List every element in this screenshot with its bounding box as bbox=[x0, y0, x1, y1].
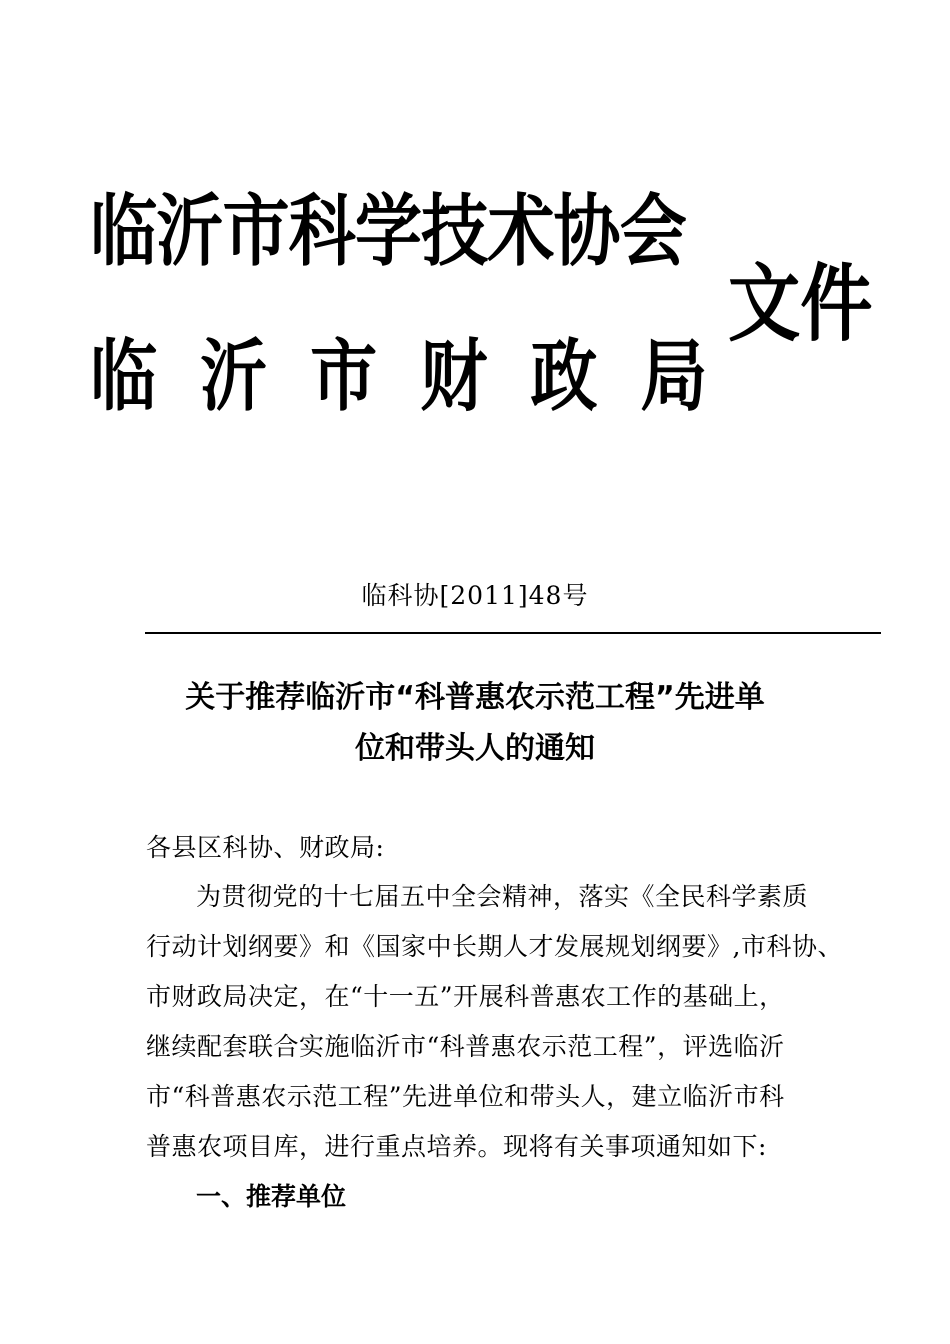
document-title-line-1: 关于推荐临沂市“科普惠农示范工程”先进单 bbox=[185, 680, 765, 715]
letterhead-org-line-2 bbox=[90, 332, 750, 422]
letterhead-char: 政 bbox=[530, 332, 598, 422]
paragraph-line: 普惠农项目库，进行重点培养。现将有关事项通知如下: bbox=[146, 1132, 767, 1161]
salutation: 各县区科协、财政局: bbox=[146, 833, 385, 862]
paragraph-line: 继续配套联合实施临沂市“科普惠农示范工程”，评选临沂 bbox=[146, 1032, 785, 1061]
document-title-line-2: 位和带头人的通知 bbox=[355, 731, 595, 766]
letterhead-char: 财 bbox=[420, 332, 488, 422]
document-number: 临科协[2011]48号 bbox=[361, 581, 589, 610]
letterhead-char: 沂 bbox=[200, 332, 268, 422]
paragraph-line: 为贯彻党的十七届五中全会精神，落实《全民科学素质 bbox=[196, 882, 809, 911]
section-heading: 一、推荐单位 bbox=[196, 1182, 347, 1211]
paragraph-line: 市财政局决定，在“十一五”开展科普惠农工作的基础上， bbox=[146, 982, 785, 1011]
letterhead-char: 临 bbox=[90, 332, 158, 422]
header-divider bbox=[145, 632, 881, 634]
letterhead-suffix: 文件 bbox=[728, 255, 873, 353]
letterhead-org-line-1: 临沂市科学技术协会 bbox=[90, 187, 686, 277]
letterhead-char: 市 bbox=[310, 332, 378, 422]
paragraph-line: 行动计划纲要》和《国家中长期人才发展规划纲要》,市科协、 bbox=[146, 932, 843, 961]
letterhead-char: 局 bbox=[640, 332, 708, 422]
paragraph-line: 市“科普惠农示范工程”先进单位和带头人，建立临沂市科 bbox=[146, 1082, 785, 1111]
